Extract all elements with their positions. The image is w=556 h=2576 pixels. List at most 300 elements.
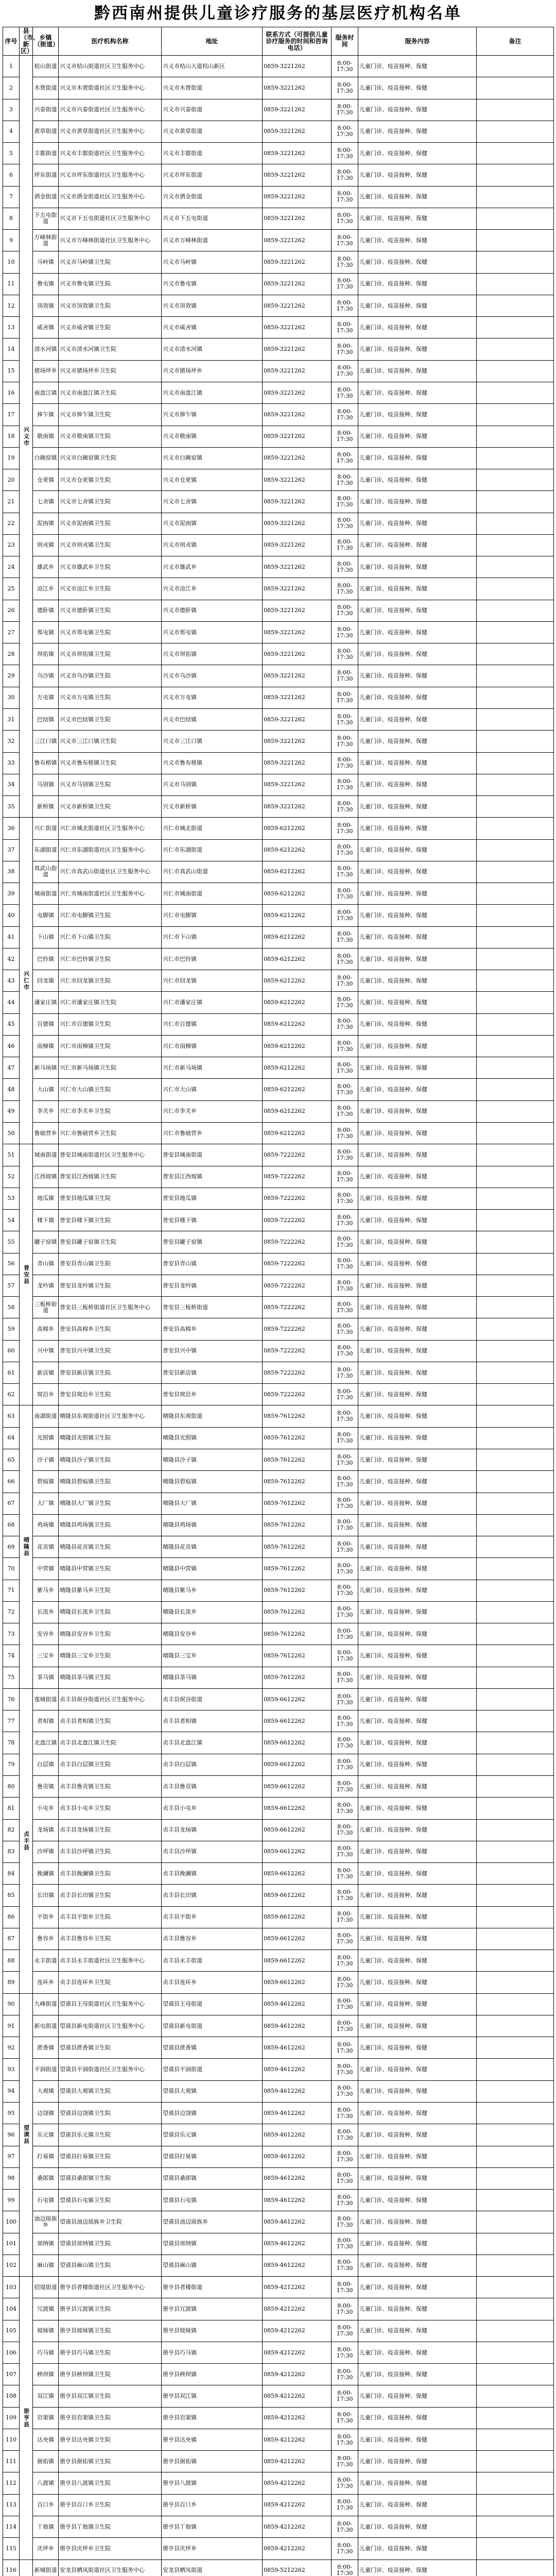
table-row — [3, 1123, 554, 1144]
address-cell: 普安县青山镇 — [162, 1253, 263, 1275]
town-cell: 新城街道 — [33, 2560, 59, 2576]
service-hours-cell: 8:00-17:30 — [332, 2407, 358, 2429]
row-number: 97 — [3, 2146, 20, 2167]
remarks-cell — [477, 1253, 554, 1275]
address-cell: 册亨县者楼街道 — [162, 2277, 263, 2298]
service-content-cell: 儿童门诊、疫苗接种、保健 — [358, 404, 477, 426]
row-number: 11 — [3, 273, 20, 295]
county-cell: 贞丰县 — [20, 1688, 33, 1993]
town-cell: 兴泰街道 — [33, 99, 59, 121]
service-content-cell: 儿童门诊、疫苗接种、保健 — [358, 731, 477, 752]
row-number: 64 — [3, 1427, 20, 1449]
institution-name-cell: 晴隆县长流乡卫生院 — [59, 1601, 162, 1623]
table-row — [3, 1775, 554, 1797]
institution-name-cell: 册亨县巧马镇卫生院 — [59, 2342, 162, 2363]
town-cell: 回龙镇 — [33, 970, 59, 992]
row-number: 28 — [3, 643, 20, 665]
institution-name-cell: 兴仁市潘家庄镇卫生院 — [59, 992, 162, 1013]
table-row — [3, 2472, 554, 2494]
service-hours-cell: 8:00-17:30 — [332, 186, 358, 208]
town-cell: 大观镇 — [33, 2080, 59, 2102]
town-cell: 长流乡 — [33, 1601, 59, 1623]
institution-name-cell: 晴隆县碧痕镇卫生院 — [59, 1471, 162, 1493]
town-cell: 城南街道 — [33, 1144, 59, 1166]
service-content-cell: 儿童门诊、疫苗接种、保健 — [358, 1297, 477, 1318]
row-number: 18 — [3, 426, 20, 447]
contact-cell: 0859-3221262 — [263, 360, 332, 382]
table-row — [3, 2146, 554, 2167]
table-row — [3, 1340, 554, 1362]
row-number: 60 — [3, 1340, 20, 1362]
row-number: 98 — [3, 2167, 20, 2189]
service-content-cell: 儿童门诊、疫苗接种、保健 — [358, 426, 477, 447]
contact-cell: 0859-6612262 — [263, 1928, 332, 1950]
address-cell: 安龙县栖凤街道 — [162, 2560, 263, 2576]
town-cell: 双江镇 — [33, 2385, 59, 2407]
table-row — [3, 338, 554, 360]
address-cell: 兴义市桔山大道桔山新区 — [162, 56, 263, 77]
town-cell: 桑郎镇 — [33, 2167, 59, 2189]
row-number: 99 — [3, 2190, 20, 2211]
address-cell: 望谟县王母街道 — [162, 1993, 263, 2015]
service-content-cell: 儿童门诊、疫苗接种、保健 — [358, 643, 477, 665]
institution-name-cell: 贞丰县北盘江镇卫生院 — [59, 1732, 162, 1754]
remarks-cell — [477, 2211, 554, 2233]
table-row — [3, 143, 554, 164]
town-cell: 永丰街道 — [33, 1950, 59, 1972]
contact-cell: 0859-6212262 — [263, 1123, 332, 1144]
address-cell: 望谟县平洞街道 — [162, 2059, 263, 2080]
town-cell: 龙吟镇 — [33, 1275, 59, 1296]
contact-cell: 0859-3221262 — [263, 186, 332, 208]
service-hours-cell: 8:00-17:30 — [332, 273, 358, 295]
address-cell: 普安县高棉乡 — [162, 1318, 263, 1340]
row-number: 107 — [3, 2364, 20, 2385]
institution-name-cell: 普安县三板桥街道社区卫生服务中心 — [59, 1297, 162, 1318]
service-hours-cell: 8:00-17:30 — [332, 1863, 358, 1885]
service-hours-cell: 8:00-17:30 — [332, 905, 358, 926]
address-cell: 普安县龙吟镇 — [162, 1275, 263, 1296]
service-content-cell: 儿童门诊、疫苗接种、保健 — [358, 2277, 477, 2298]
contact-cell: 0859-7222262 — [263, 1384, 332, 1405]
table-row — [3, 1253, 554, 1275]
contact-cell: 0859-3221262 — [263, 121, 332, 142]
table-row — [3, 1362, 554, 1383]
address-cell: 册亨县八渡镇 — [162, 2472, 263, 2494]
service-hours-cell: 8:00-17:30 — [332, 1340, 358, 1362]
remarks-cell — [477, 426, 554, 447]
row-number: 104 — [3, 2298, 20, 2320]
contact-cell: 0859-3221262 — [263, 447, 332, 469]
row-number: 13 — [3, 317, 20, 338]
town-cell: 龙场镇 — [33, 1819, 59, 1841]
remarks-cell — [477, 1210, 554, 1231]
row-number: 2 — [3, 77, 20, 99]
table-row — [3, 491, 554, 513]
service-hours-cell: 8:00-17:30 — [332, 2124, 358, 2146]
service-content-cell: 儿童门诊、疫苗接种、保健 — [358, 2102, 477, 2124]
table-row — [3, 1623, 554, 1645]
service-hours-cell: 8:00-17:30 — [332, 121, 358, 142]
remarks-cell — [477, 1275, 554, 1296]
town-cell: 七舍镇 — [33, 491, 59, 513]
remarks-cell — [477, 1775, 554, 1797]
contact-cell: 0859-6212262 — [263, 1079, 332, 1100]
remarks-cell — [477, 2516, 554, 2538]
remarks-cell — [477, 1950, 554, 1972]
service-content-cell: 儿童门诊、疫苗接种、保健 — [358, 2407, 477, 2429]
institution-name-cell: 兴义市丰都街道社区卫生服务中心 — [59, 143, 162, 164]
contact-cell: 0859-4612262 — [263, 2233, 332, 2255]
institution-name-cell: 兴义市则戎镇卫生院 — [59, 534, 162, 556]
contact-cell: 0859-4212262 — [263, 2342, 332, 2363]
town-cell: 百德镇 — [33, 1013, 59, 1035]
service-hours-cell: 8:00-17:30 — [332, 1841, 358, 1862]
service-hours-cell: 8:00-17:30 — [332, 1580, 358, 1601]
service-hours-cell: 8:00-17:30 — [332, 926, 358, 948]
service-content-cell: 儿童门诊、疫苗接种、保健 — [358, 1340, 477, 1362]
remarks-cell — [477, 2298, 554, 2320]
service-hours-cell: 8:00-17:30 — [332, 1819, 358, 1841]
service-content-cell: 儿童门诊、疫苗接种、保健 — [358, 1449, 477, 1471]
town-cell: 秧坝镇 — [33, 2364, 59, 2385]
remarks-cell — [477, 1013, 554, 1035]
service-content-cell: 儿童门诊、疫苗接种、保健 — [358, 1732, 477, 1754]
town-cell: 雄武乡 — [33, 556, 59, 578]
institution-name-cell: 册亨县弼佑镇卫生院 — [59, 2451, 162, 2472]
service-content-cell: 儿童门诊、疫苗接种、保健 — [358, 99, 477, 121]
table-row — [3, 1231, 554, 1253]
service-content-cell: 儿童门诊、疫苗接种、保健 — [358, 883, 477, 905]
remarks-cell — [477, 2364, 554, 2385]
institution-name-cell: 贞丰县长田镇卫生院 — [59, 1885, 162, 1906]
town-cell: 八渡镇 — [33, 2472, 59, 2494]
contact-cell: 0859-7222262 — [263, 1340, 332, 1362]
contact-cell: 0859-6212262 — [263, 926, 332, 948]
contact-cell: 0859-6212262 — [263, 861, 332, 883]
service-hours-cell: 8:00-17:30 — [332, 839, 358, 861]
row-number: 7 — [3, 186, 20, 208]
contact-cell: 0859-3221262 — [263, 578, 332, 600]
institution-name-cell: 贞丰县者相镇卫生院 — [59, 1710, 162, 1732]
row-number: 103 — [3, 2277, 20, 2298]
row-number: 55 — [3, 1231, 20, 1253]
table-row — [3, 1275, 554, 1296]
service-content-cell: 儿童门诊、疫苗接种、保健 — [358, 1688, 477, 1710]
town-cell: 鸡场镇 — [33, 1514, 59, 1536]
service-hours-cell: 8:00-17:30 — [332, 2102, 358, 2124]
table-header-row — [3, 27, 554, 56]
row-number: 79 — [3, 1754, 20, 1775]
row-number: 92 — [3, 2037, 20, 2059]
remarks-cell — [477, 186, 554, 208]
address-cell: 兴仁市百德镇 — [162, 1013, 263, 1035]
table-row — [3, 1166, 554, 1188]
address-cell: 兴仁市屯脚镇 — [162, 905, 263, 926]
town-cell: 巴铃镇 — [33, 948, 59, 970]
town-cell: 油迈瑶族乡 — [33, 2211, 59, 2233]
remarks-cell — [477, 796, 554, 818]
service-hours-cell: 8:00-17:30 — [332, 774, 358, 795]
institution-name-cell: 普安县新店镇卫生院 — [59, 1362, 162, 1383]
town-cell: 边饶镇 — [33, 2102, 59, 2124]
institution-name-cell: 兴义市桔山街道社区卫生服务中心 — [59, 56, 162, 77]
institution-name-cell: 册亨县秧坝镇卫生院 — [59, 2364, 162, 2385]
service-content-cell: 儿童门诊、疫苗接种、保健 — [358, 1275, 477, 1296]
contact-cell: 0859-6212262 — [263, 948, 332, 970]
institution-name-cell: 册亨县八渡镇卫生院 — [59, 2472, 162, 2494]
service-content-cell: 儿童门诊、疫苗接种、保健 — [358, 1950, 477, 1972]
address-cell: 望谟县石屯镇 — [162, 2190, 263, 2211]
address-cell: 望谟县新屯街道 — [162, 2015, 263, 2037]
institution-name-cell: 兴仁市巴铃镇卫生院 — [59, 948, 162, 970]
remarks-cell — [477, 2167, 554, 2189]
row-number: 82 — [3, 1819, 20, 1841]
remarks-cell — [477, 1427, 554, 1449]
row-number: 14 — [3, 338, 20, 360]
service-content-cell: 儿童门诊、疫苗接种、保健 — [358, 1188, 477, 1209]
address-cell: 兴义市丰都街道 — [162, 143, 263, 164]
contact-cell: 0859-4212262 — [263, 2277, 332, 2298]
row-number: 39 — [3, 883, 20, 905]
institution-name-cell: 晴隆县东观街道社区卫生服务中心 — [59, 1405, 162, 1427]
row-number: 110 — [3, 2429, 20, 2450]
service-content-cell: 儿童门诊、疫苗接种、保健 — [358, 186, 477, 208]
remarks-cell — [477, 469, 554, 491]
address-cell: 兴义市洒金街道 — [162, 186, 263, 208]
institution-name-cell: 晴隆县花贡镇卫生院 — [59, 1536, 162, 1558]
service-content-cell: 儿童门诊、疫苗接种、保健 — [358, 1362, 477, 1383]
address-cell: 兴仁市东湖街道 — [162, 839, 263, 861]
institution-name-cell: 兴义市德卧镇卫生院 — [59, 600, 162, 621]
contact-cell: 0859-7222262 — [263, 1166, 332, 1188]
institution-name-cell: 普安县江西坡镇卫生院 — [59, 1166, 162, 1188]
remarks-cell — [477, 295, 554, 316]
table-row — [3, 2364, 554, 2385]
row-number: 105 — [3, 2320, 20, 2342]
town-cell: 德卧镇 — [33, 600, 59, 621]
address-cell: 普安县城南街道 — [162, 1144, 263, 1166]
remarks-cell — [477, 992, 554, 1013]
table-row — [3, 2190, 554, 2211]
remarks-cell — [477, 1972, 554, 1993]
institution-name-cell: 普安县龙吟镇卫生院 — [59, 1275, 162, 1296]
service-content-cell: 儿童门诊、疫苗接种、保健 — [358, 2124, 477, 2146]
contact-cell: 0859-4212262 — [263, 2451, 332, 2472]
row-number: 85 — [3, 1885, 20, 1906]
town-cell: 则戎镇 — [33, 534, 59, 556]
table-row — [3, 2015, 554, 2037]
remarks-cell — [477, 1079, 554, 1100]
service-content-cell: 儿童门诊、疫苗接种、保健 — [358, 1013, 477, 1035]
row-number: 80 — [3, 1775, 20, 1797]
institution-name-cell: 兴义市下五屯街道社区卫生服务中心 — [59, 208, 162, 229]
contact-cell: 0859-4612262 — [263, 2080, 332, 2102]
row-number: 78 — [3, 1732, 20, 1754]
row-number: 48 — [3, 1079, 20, 1100]
remarks-cell — [477, 1688, 554, 1710]
town-cell: 三宝乡 — [33, 1645, 59, 1667]
town-cell: 安谷乡 — [33, 1623, 59, 1645]
service-content-cell: 儿童门诊、疫苗接种、保健 — [358, 1667, 477, 1688]
service-content-cell: 儿童门诊、疫苗接种、保健 — [358, 1035, 477, 1057]
service-hours-cell: 8:00-17:30 — [332, 164, 358, 186]
town-cell: 蔗香镇 — [33, 2037, 59, 2059]
address-cell: 晴隆县中营镇 — [162, 1558, 263, 1580]
address-cell: 兴义市马别镇 — [162, 774, 263, 795]
service-content-cell: 儿童门诊、疫苗接种、保健 — [358, 251, 477, 273]
contact-cell: 0859-7222262 — [263, 1297, 332, 1318]
row-number: 112 — [3, 2472, 20, 2494]
service-content-cell: 儿童门诊、疫苗接种、保健 — [358, 2429, 477, 2450]
service-hours-cell: 8:00-17:30 — [332, 1775, 358, 1797]
contact-cell: 0859-3221262 — [263, 382, 332, 403]
address-cell: 望谟县郊纳镇 — [162, 2233, 263, 2255]
table-row — [3, 513, 554, 534]
table-row — [3, 1536, 554, 1558]
contact-cell: 0859-4212262 — [263, 2494, 332, 2516]
service-content-cell: 儿童门诊、疫苗接种、保健 — [358, 926, 477, 948]
town-cell: 平街乡 — [33, 1906, 59, 1928]
contact-cell: 0859-4612262 — [263, 2211, 332, 2233]
contact-cell: 0859-6212262 — [263, 1057, 332, 1079]
service-content-cell: 儿童门诊、疫苗接种、保健 — [358, 2015, 477, 2037]
table-row — [3, 360, 554, 382]
contact-cell: 0859-6612262 — [263, 1819, 332, 1841]
table-row — [3, 1100, 554, 1122]
address-cell: 兴义市七舍镇 — [162, 491, 263, 513]
row-number: 114 — [3, 2516, 20, 2538]
service-content-cell: 儿童门诊、疫苗接种、保健 — [358, 2364, 477, 2385]
institution-name-cell: 普安县兴中镇卫生院 — [59, 1340, 162, 1362]
institution-name-cell: 贞丰县鲁贡镇卫生院 — [59, 1775, 162, 1797]
contact-cell: 0859-7612262 — [263, 1405, 332, 1427]
service-content-cell: 儿童门诊、疫苗接种、保健 — [358, 2037, 477, 2059]
address-cell: 兴义市泥凼镇 — [162, 513, 263, 534]
row-number: 1 — [3, 56, 20, 77]
service-content-cell: 儿童门诊、疫苗接种、保健 — [358, 1057, 477, 1079]
remarks-cell — [477, 1405, 554, 1427]
row-number: 57 — [3, 1275, 20, 1296]
table-row — [3, 447, 554, 469]
institution-name-cell: 兴义市洒金街道社区卫生服务中心 — [59, 186, 162, 208]
row-number: 115 — [3, 2538, 20, 2560]
row-number: 100 — [3, 2211, 20, 2233]
service-hours-cell: 8:00-17:30 — [332, 2146, 358, 2167]
table-row — [3, 2538, 554, 2560]
address-cell: 晴隆县长流乡 — [162, 1601, 263, 1623]
service-hours-cell: 8:00-17:30 — [332, 818, 358, 839]
remarks-cell — [477, 382, 554, 403]
row-number: 54 — [3, 1210, 20, 1231]
row-number: 38 — [3, 861, 20, 883]
address-cell: 兴义市新桥镇 — [162, 796, 263, 818]
service-hours-cell: 8:00-17:30 — [332, 1427, 358, 1449]
service-content-cell: 儿童门诊、疫苗接种、保健 — [358, 208, 477, 229]
service-content-cell: 儿童门诊、疫苗接种、保健 — [358, 2560, 477, 2576]
contact-cell: 0859-3221262 — [263, 600, 332, 621]
county-cell: 望谟县 — [20, 1993, 33, 2276]
service-hours-cell: 8:00-17:30 — [332, 2451, 358, 2472]
service-content-cell: 儿童门诊、疫苗接种、保健 — [358, 1993, 477, 2015]
remarks-cell — [477, 1144, 554, 1166]
row-number: 111 — [3, 2451, 20, 2472]
service-hours-cell: 8:00-17:30 — [332, 2167, 358, 2189]
service-hours-cell: 8:00-17:30 — [332, 1623, 358, 1645]
contact-cell: 0859-3221262 — [263, 295, 332, 316]
town-cell: 坪东街道 — [33, 164, 59, 186]
table-row — [3, 1688, 554, 1710]
row-number: 59 — [3, 1318, 20, 1340]
service-hours-cell: 8:00-17:30 — [332, 1493, 358, 1514]
address-cell: 兴仁市鲁础营乡 — [162, 1123, 263, 1144]
service-content-cell: 儿童门诊、疫苗接种、保健 — [358, 687, 477, 708]
remarks-cell — [477, 556, 554, 578]
row-number: 43 — [3, 970, 20, 992]
service-content-cell: 儿童门诊、疫苗接种、保健 — [358, 469, 477, 491]
service-hours-cell: 8:00-17:30 — [332, 1536, 358, 1558]
address-cell: 兴义市兴泰街道 — [162, 99, 263, 121]
row-number: 20 — [3, 469, 20, 491]
remarks-cell — [477, 1514, 554, 1536]
row-number: 3 — [3, 99, 20, 121]
header-institution: 医疗机构名称 — [59, 27, 162, 56]
address-cell: 兴仁市巴铃镇 — [162, 948, 263, 970]
service-hours-cell: 8:00-17:30 — [332, 2560, 358, 2576]
remarks-cell — [477, 1057, 554, 1079]
service-hours-cell: 8:00-17:30 — [332, 1144, 358, 1166]
remarks-cell — [477, 2059, 554, 2080]
remarks-cell — [477, 2233, 554, 2255]
contact-cell: 0859-3221262 — [263, 77, 332, 99]
table-row — [3, 2059, 554, 2080]
row-number: 90 — [3, 1993, 20, 2015]
row-number: 33 — [3, 752, 20, 774]
remarks-cell — [477, 2255, 554, 2276]
remarks-cell — [477, 1384, 554, 1405]
table-row — [3, 164, 554, 186]
service-content-cell: 儿童门诊、疫苗接种、保健 — [358, 1775, 477, 1797]
institution-name-cell: 兴义市三江口镇卫生院 — [59, 731, 162, 752]
remarks-cell — [477, 2124, 554, 2146]
service-hours-cell: 8:00-17:30 — [332, 2494, 358, 2516]
institution-name-cell: 兴仁市城北街道社区卫生服务中心 — [59, 818, 162, 839]
table-row — [3, 926, 554, 948]
institution-name-cell: 晴隆县紫马乡卫生院 — [59, 1580, 162, 1601]
service-hours-cell: 8:00-17:30 — [332, 1710, 358, 1732]
contact-cell: 0859-7222262 — [263, 1231, 332, 1253]
institution-name-cell: 普安县罐子窑镇卫生院 — [59, 1231, 162, 1253]
table-row — [3, 839, 554, 861]
institution-name-cell: 兴义市巴结镇卫生院 — [59, 708, 162, 730]
service-content-cell: 儿童门诊、疫苗接种、保健 — [358, 1798, 477, 1819]
service-content-cell: 儿童门诊、疫苗接种、保健 — [358, 992, 477, 1013]
row-number: 35 — [3, 796, 20, 818]
address-cell: 兴仁市新马场镇 — [162, 1057, 263, 1079]
address-cell: 贞丰县龙场镇 — [162, 1819, 263, 1841]
remarks-cell — [477, 621, 554, 643]
table-row — [3, 1427, 554, 1449]
contact-cell: 0859-6612262 — [263, 1841, 332, 1862]
address-cell: 兴义市顶效镇 — [162, 295, 263, 316]
service-content-cell: 儿童门诊、疫苗接种、保健 — [358, 796, 477, 818]
address-cell: 册亨县庆坪乡 — [162, 2538, 263, 2560]
remarks-cell — [477, 1123, 554, 1144]
service-hours-cell: 8:00-17:30 — [332, 2429, 358, 2450]
address-cell: 册亨县双江镇 — [162, 2385, 263, 2407]
institution-name-cell: 望谟县打易镇卫生院 — [59, 2146, 162, 2167]
service-hours-cell: 8:00-17:30 — [332, 426, 358, 447]
